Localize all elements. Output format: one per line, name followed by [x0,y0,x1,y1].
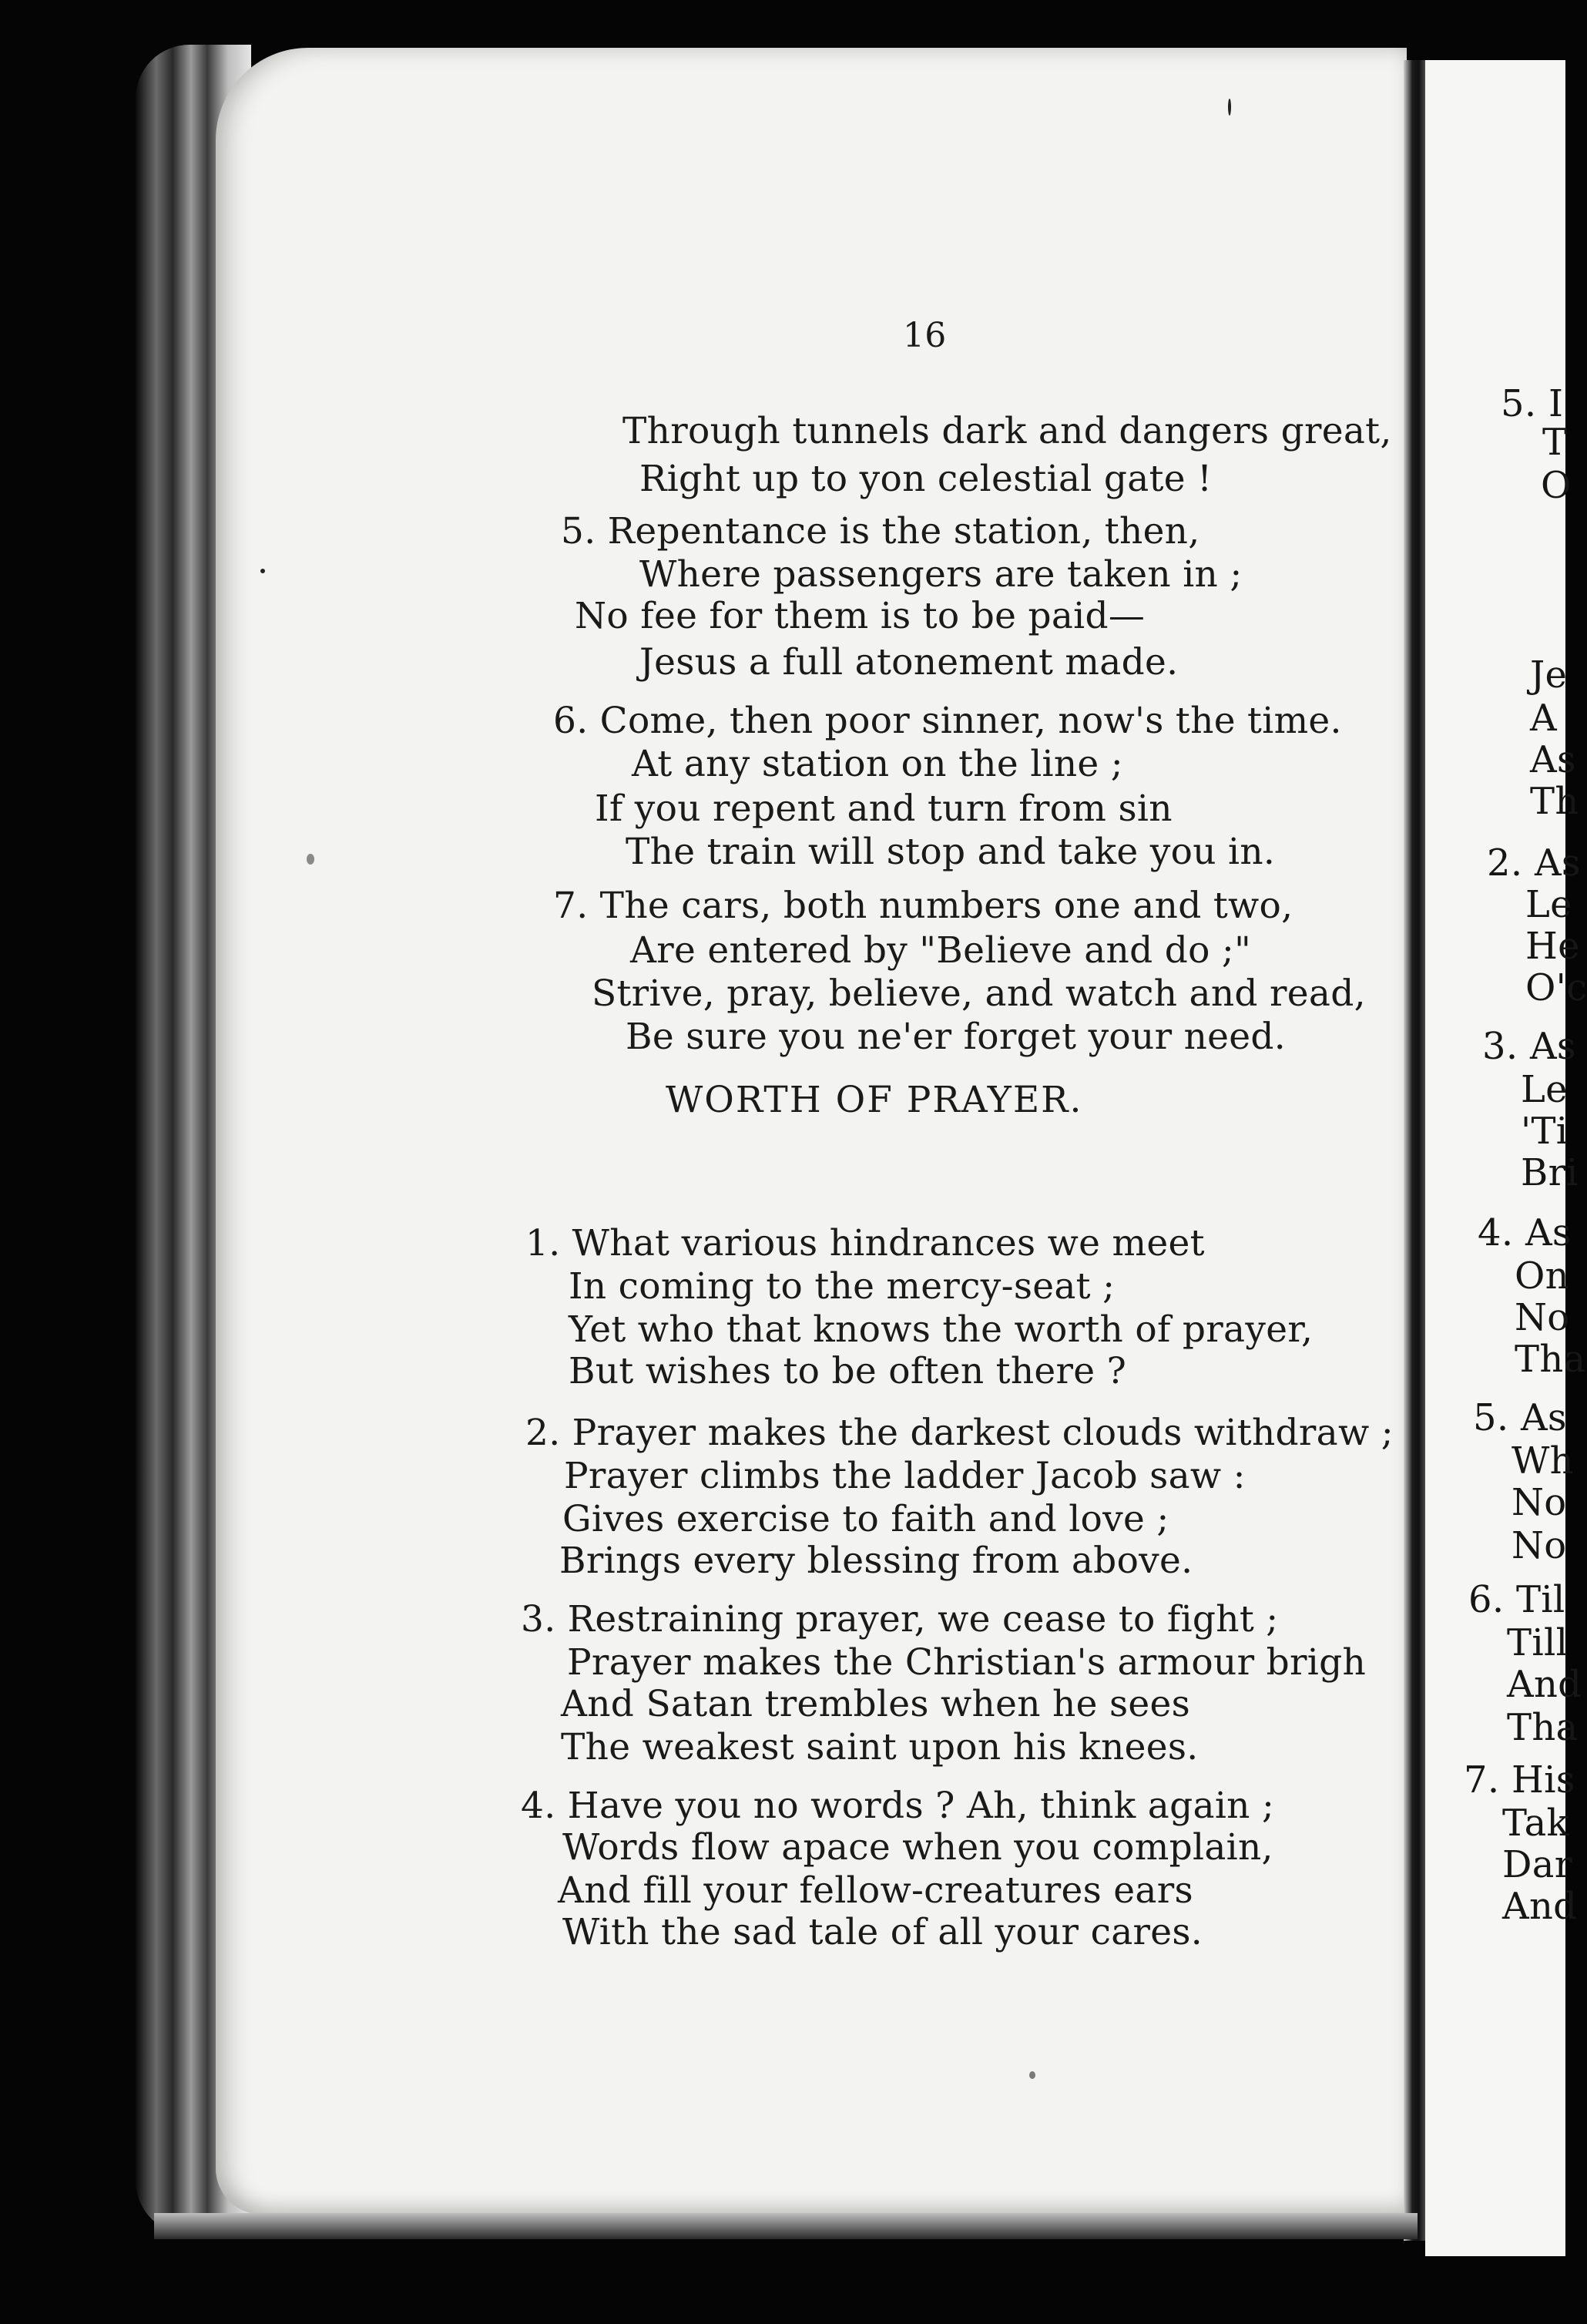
right-page-fragment: Wh [1512,1439,1574,1483]
right-page-fragment: Dar [1502,1843,1572,1886]
verse-line: And Satan trembles when he sees [561,1683,1191,1725]
right-page-fragment: Le [1521,1068,1568,1111]
right-page-fragment: O'c [1525,966,1587,1009]
verse-line: The train will stop and take you in. [626,831,1276,873]
right-page-fragment: No [1512,1524,1567,1567]
right-page-fragment: T [1542,421,1568,464]
right-page-fragment: Bri [1521,1151,1579,1194]
hymn-title: WORTH OF PRAYER. [666,1079,1083,1121]
verse-line: 1. What various hindrances we meet [525,1222,1205,1264]
right-page-fragment: 'Ti [1521,1110,1569,1153]
verse-line: But wishes to be often there ? [569,1350,1127,1392]
verse-line: 4. Have you no words ? Ah, think again ; [521,1785,1275,1827]
ink-fleck [260,569,265,573]
verse-line: In coming to the mercy-seat ; [569,1265,1116,1308]
verse-line: Gives exercise to faith and love ; [562,1498,1169,1540]
verse-line: And fill your fellow-creatures ears [558,1869,1193,1912]
right-page-fragment: And [1502,1885,1578,1928]
verse-line: Jesus a full atonement made. [639,641,1179,683]
right-page-fragment: No [1512,1481,1567,1524]
right-page-fragment: O [1541,464,1572,507]
verse-line: The weakest saint upon his knees. [561,1726,1199,1768]
right-page-fragment: A [1530,697,1557,740]
verse-line: Words flow apace when you complain, [562,1826,1273,1869]
right-page-fragment: 3. As [1482,1025,1576,1068]
right-page-fragment: Tak [1502,1802,1569,1845]
right-page-fragment: 5. As [1473,1396,1567,1439]
verse-line: 2. Prayer makes the darkest clouds withdraw ; [525,1412,1394,1454]
verse-line: With the sad tale of all your cares. [562,1911,1203,1953]
right-page-fragment: No [1515,1296,1570,1339]
verse-line: Prayer climbs the ladder Jacob saw : [564,1455,1246,1497]
right-page-fragment: As [1530,738,1576,781]
right-page-fragment: Tha [1515,1338,1586,1381]
verse-line: Where passengers are taken in ; [639,553,1243,596]
verse-line: No fee for them is to be paid— [575,595,1146,637]
right-page-fragment: 5. I [1501,382,1564,425]
verse-line: Yet who that knows the worth of prayer, [569,1308,1314,1351]
verse-line: Right up to yon celestial gate ! [639,458,1213,500]
page-gutter [1404,60,1425,2241]
verse-line: Through tunnels dark and dangers great, [622,410,1392,452]
right-page-fragment: 2. As [1487,841,1581,885]
verse-line: 7. The cars, both numbers one and two, [553,885,1293,927]
right-page-fragment: Tha [1507,1706,1579,1749]
right-page-fragment: Till [1507,1621,1569,1664]
right-page-fragment: Th [1530,780,1579,823]
ink-fleck [1228,99,1231,116]
verse-line: Are entered by "Believe and do ;" [630,929,1251,972]
verse-line: 6. Come, then poor sinner, now's the time. [553,700,1342,742]
right-page-fragment: Le [1525,883,1572,926]
right-page-fragment: 6. Til [1468,1578,1565,1621]
right-page-fragment: On [1515,1254,1569,1298]
verse-line: Be sure you ne'er forget your need. [626,1016,1287,1058]
ink-fleck [1029,2071,1035,2079]
page-bottom-edge [154,2213,1418,2239]
verse-line: Brings every blessing from above. [559,1540,1193,1582]
verse-line: If you repent and turn from sin [595,788,1173,830]
ink-fleck [307,854,314,865]
right-page-fragment: And [1507,1663,1582,1706]
right-page-fragment: Je [1530,653,1568,697]
page-number: 16 [903,316,947,355]
verse-line: Prayer makes the Christian's armour brigh [567,1641,1367,1684]
verse-line: Strive, pray, believe, and watch and read, [592,972,1366,1015]
verse-line: 3. Restraining prayer, we cease to fight ; [521,1598,1279,1641]
verse-line: 5. Repentance is the station, then, [561,510,1200,552]
right-page-fragment: 4. As [1478,1211,1572,1254]
right-page-fragment: He [1525,925,1580,968]
verse-line: At any station on the line ; [632,743,1123,785]
right-page-fragment: 7. His [1464,1758,1575,1802]
